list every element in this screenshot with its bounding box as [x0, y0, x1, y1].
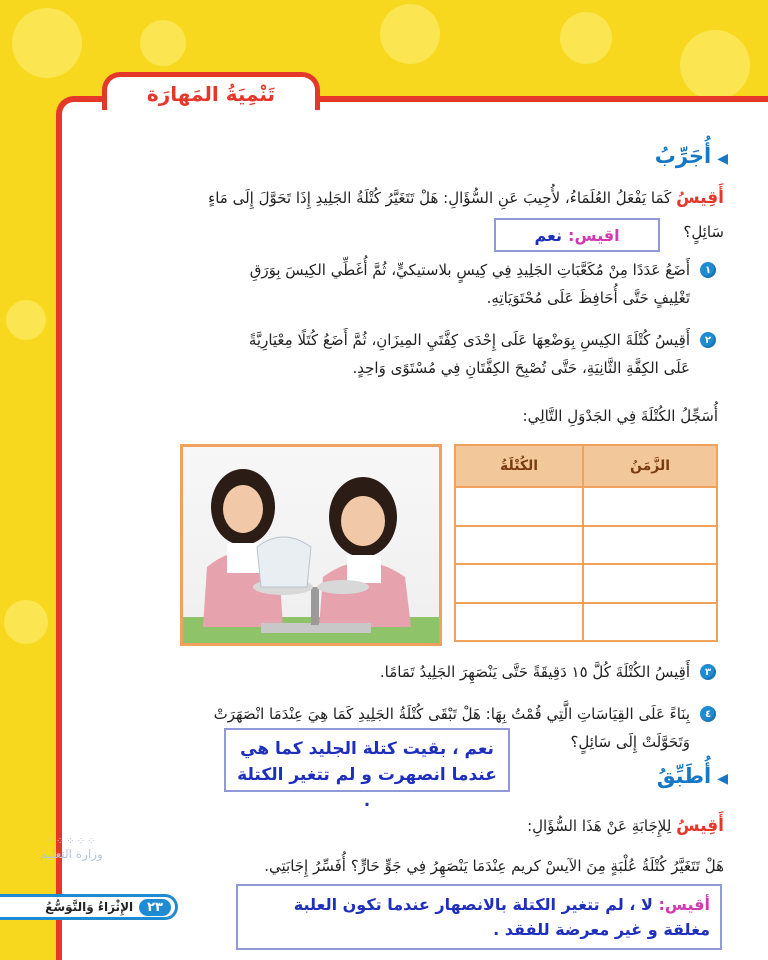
step-number-2-icon: ٢ [700, 332, 716, 348]
table-row [455, 564, 717, 603]
step-1-line-1: أَضَعُ عَدَدًا مِنْ مُكَعَّبَاتِ الجَلِيدِ فِي كِيسٍ بلاستيكيٍّ، ثُمَّ أُغَطِّي الكِيسَ بِوَرَقِ [249, 261, 690, 279]
page-title: تَنْمِيَةُ المَهارَة [146, 81, 276, 106]
measure-keyword: أَقِيسُ [676, 188, 724, 208]
step-number-1-icon: ١ [700, 262, 716, 278]
answer-box-1[interactable] [494, 218, 660, 252]
intro-text-continued: سَائِلٍ؟ [683, 223, 724, 241]
background-bubble [4, 600, 48, 644]
step-number-4-icon: ٤ [700, 706, 716, 722]
background-bubble [140, 20, 186, 66]
step-2-line-1: أَقِيسُ كُتْلَةَ الكِيسِ بِوَضْعِهَا عَلَى إِحْدَى كِفَّتَيِ المِيزَانِ، ثُمَّ أَضَعُ كُتَلًا مِعْيَارِيَّةً [248, 331, 690, 349]
step-1-line-2: تَغْلِيفٍ حَتَّى أُحَافِظَ عَلَى مُحْتَوَيَاتِهِ. [486, 289, 690, 307]
girls-weighing-ice-photo [180, 444, 442, 646]
step-2-text [90, 326, 690, 382]
triangle-bullet-icon: ◀ [717, 771, 728, 787]
apply-text: لِلإِجَابَةِ عَنْ هَذَا السُّؤَالِ: [527, 817, 672, 835]
step-2-line-2: عَلَى الكِفَّةِ الثَّانِيَةِ، حَتَّى تُصْبِحَ الكِفَّتَانِ فِي مُسْتَوًى وَاحِدٍ. [352, 359, 690, 377]
watermark-dots-icon: ⁘⁘⁘⁘⁘ [45, 836, 98, 847]
answer-value: نعم [534, 225, 563, 245]
background-bubble [12, 8, 82, 78]
section-apply-title: ◀أُطَبِّقُ [656, 764, 728, 788]
photo-illustration [183, 447, 439, 643]
background-bubble [6, 300, 46, 340]
answer-3-label: أقيس: [658, 895, 710, 914]
step-4-line-1: بِنَاءً عَلَى القِيَاسَاتِ الَّتِي قُمْتُ بِهَا: هَلْ تَبْقَى كُتْلَةُ الجَلِيدِ كَمَا هِيَ عِنْدَمَا انْصَهَرَتْ [213, 705, 690, 723]
table-cell[interactable] [583, 526, 717, 565]
background-bubble [380, 4, 440, 64]
step-1-text [90, 256, 690, 312]
answer-2-line-1: نعم ، بقيت كتلة الجليد كما هي [240, 739, 494, 759]
intro-text: كَمَا يَفْعَلُ العُلَمَاءُ، لأُجِيبَ عَنِ السُّؤَالِ: هَلْ تَتَغَيَّرُ كُتْلَةُ الجَلِيدِ إِذَا تَحَوَّلَ إِلَى مَاءٍ [208, 189, 672, 207]
intro-paragraph [84, 184, 724, 212]
apply-question: هَلْ تَتَغَيَّرُ كُتْلَةُ عُلْبَةٍ مِنَ الآيسْ كريم عِنْدَمَا يَنْصَهِرُ فِي جَوٍّ حَارٍّ؟ أُفَسِّرُ إِجَابَتِي. [264, 857, 724, 875]
table-cell[interactable] [455, 487, 583, 526]
step-3-text: أَقِيسُ الكُتْلَةَ كُلَّ ١٥ دَقِيقَةً حَتَّى يَنْصَهِرَ الجَلِيدُ تَمَامًا. [379, 663, 690, 681]
footer-section-label [0, 894, 178, 920]
footer-label: الإِثْرَاءُ وَالتَّوَسُّعُ [45, 900, 134, 914]
background-bubble [680, 30, 750, 100]
table-header-mass: الكُتْلَةُ [455, 445, 583, 487]
answer-3-line-1 [248, 892, 710, 917]
mass-recording-table [454, 444, 718, 642]
apply-keyword: أَقِيسُ [676, 816, 724, 836]
table-cell[interactable] [455, 603, 583, 642]
background-bubble [560, 12, 612, 64]
table-cell[interactable] [583, 487, 717, 526]
apply-paragraph [224, 812, 724, 840]
record-instruction: أُسَجِّلُ الكُتْلَةَ فِي الجَدْوَلِ التَّالِي: [522, 407, 718, 425]
table-cell[interactable] [455, 526, 583, 565]
table-cell[interactable] [583, 564, 717, 603]
triangle-bullet-icon: ◀ [717, 151, 728, 167]
table-row [455, 603, 717, 642]
answer-label: اقيس: [568, 225, 620, 245]
table-row [455, 487, 717, 526]
step-number-3-icon: ٣ [700, 664, 716, 680]
answer-3-text: لا ، لم تتغير الكتلة بالانصهار عندما تكون العلبة [293, 895, 653, 914]
table-header-time: الزَّمَنُ [583, 445, 717, 487]
step-4-line-2: وَتَحَوَّلَتْ إِلَى سَائِلٍ؟ [570, 733, 690, 751]
table-row [455, 526, 717, 565]
section-try-title: ◀أُجَرِّبُ [654, 144, 728, 168]
answer-3-line-2: مغلقة و غير معرضة للفقد . [493, 920, 710, 939]
ministry-watermark [40, 836, 103, 861]
skill-header-tab [102, 72, 320, 110]
page-number: ٢٣ [139, 899, 171, 916]
answer-box-2[interactable] [224, 728, 510, 811]
watermark-text: وزارة التعليم [40, 847, 103, 861]
table-cell[interactable] [583, 603, 717, 642]
table-cell[interactable] [455, 564, 583, 603]
answer-box-3[interactable] [236, 884, 722, 950]
answer-2-line-2: عندما انصهرت و لم تتغير الكتلة . [237, 765, 497, 811]
